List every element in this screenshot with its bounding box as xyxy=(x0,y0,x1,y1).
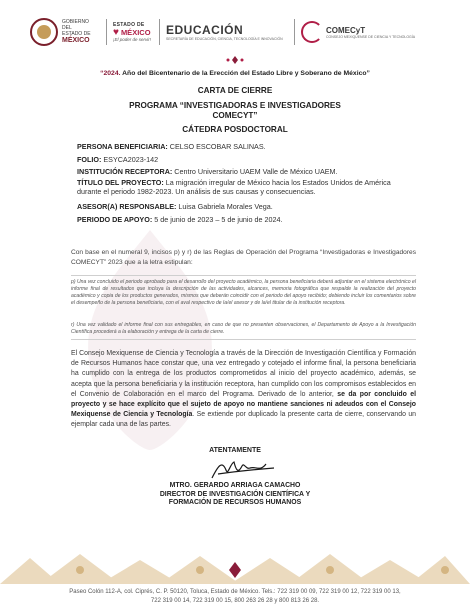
institution-row: INSTITUCIÓN RECEPTORA: Centro Universitario UAEM Valle de México UAEM. xyxy=(77,167,338,176)
comecyt-ring-icon xyxy=(301,21,323,43)
divider xyxy=(159,19,160,45)
ornament-icon xyxy=(226,56,244,64)
signatory-block: MTRO. GERARDO ARRIAGA CAMACHO DIRECTOR DE INVESTIGACIÓN CIENTÍFICA Y FORMACIÓN DE RECURSOS HUMANOS xyxy=(159,482,311,506)
footer-address: Paseo Colón 112-A, col. Ciprés, C. P. 50120, Toluca, Estado de México. Tels.: 722 319 00 09, 722 319 00 12, 722 319 00 13, 722 319 00 14, 722 319 00 15, 800 263 26 28 y 800 813 26 28. xyxy=(69,589,401,604)
divider xyxy=(106,19,107,45)
heart-icon: ♥ xyxy=(113,27,119,38)
comecyt-logo: COMECyT CONSEJO MEXIQUENSE DE CIENCIA Y TECNOLOGÍA xyxy=(301,21,415,43)
program-name-line2: COMECYT” xyxy=(212,111,258,120)
quote-divider-top xyxy=(71,275,416,276)
quote-divider-bottom xyxy=(71,339,416,340)
beneficiary-row: PERSONA BENEFICIARIA: CELSO ESCOBAR SALINAS. xyxy=(77,142,266,151)
advisor-row: ASESOR(A) RESPONSABLE: Luisa Gabriela Morales Vega. xyxy=(77,202,273,211)
program-name-line1: PROGRAMA “INVESTIGADORAS E INVESTIGADORES xyxy=(129,101,341,110)
chair-name: CÁTEDRA POSDOCTORAL xyxy=(182,125,288,134)
folio-row: FOLIO: ESYCA2023-142 xyxy=(77,155,159,164)
education-logo: EDUCACIÓN SECRETARÍA DE EDUCACIÓN, CIENCIA, TECNOLOGÍA E INNOVACIÓN xyxy=(166,23,283,41)
rule-r-quote: r) Una vez validado el informe final con sus entregables, en caso de que no presenten observaciones, el Departamento de Apoyo a la Investigación Científica procederá a la elaboración y entrega de la carta de cierre. xyxy=(71,322,416,335)
rule-p-quote: p) Una vez concluido el periodo aprobado para el desarrollo del proyecto académico, la persona beneficiaria deberá adjuntar en el sistema electrónico el informe final de resultados que incluya la descripción de las actividades, alcances, memoria fotográfica que respalde la realización del proyecto académico y copia de los productos generados, mismos que deberán coincidir con el periodo del apoyo recibido; debiendo incluir los comentarios sobre el desempeño de la persona beneficiaria, con el aval respectivo de la/el asesor y de la/el titular de la institución receptora. xyxy=(71,279,416,306)
closing-salutation: ATENTAMENTE xyxy=(209,447,261,454)
edomex-logo: ESTADO DE ♥ MÉXICO ¡El poder de servir! xyxy=(113,22,152,42)
state-seal-icon xyxy=(30,18,58,46)
letterhead xyxy=(30,14,450,50)
closing-statement: El Consejo Mexiquense de Ciencia y Tecnología a través de la Dirección de Investigación Científica y Formación de Recursos Humanos hace constar que, una vez entregado y cotejado el informe final, la persona beneficiaria ha cumplido con la entrega de los productos comprometidos al inicio del proyecto académico, además, se acepta que la persona beneficiaria y la institución receptora, han cumplido con los compromisos establecidos en el Convenio de Colaboración en el marco del Programa. Derivado de lo anterior, se da por concluido el proyecto y se hace explícito que el sujeto de apoyo no mantiene sanciones ni adeudos con el Consejo Mexiquense de Ciencia y Tecnología. Se extiende por duplicado la presente carta de cierre, conservando un ejemplar cada una de las partes. xyxy=(71,350,417,429)
document-type: CARTA DE CIERRE xyxy=(197,86,273,95)
year-legend: “2024. Año del Bicentenario de la Erección del Estado Libre y Soberano de México” xyxy=(100,70,370,77)
government-logo-text: GOBIERNO DEL ESTADO DE MÉXICO xyxy=(62,19,91,44)
project-title-row: TÍTULO DEL PROYECTO: La migración irregular de México hacia los Estados Unidos de América durante el periodo 1982-2023. Un análisis de sus causas y consecuencias. xyxy=(77,178,391,196)
handwritten-signature xyxy=(208,456,278,484)
intro-paragraph: Con base en el numeral 9, incisos p) y r) de las Reglas de Operación del Programa “Investigadoras e Investigadores COMECYT” 2023 que a la letra estipulan: xyxy=(71,249,416,266)
period-row: PERIODO DE APOYO: 5 de junio de 2023 – 5 de junio de 2024. xyxy=(77,215,283,224)
divider xyxy=(294,19,295,45)
footer-decorative-band xyxy=(0,548,470,592)
